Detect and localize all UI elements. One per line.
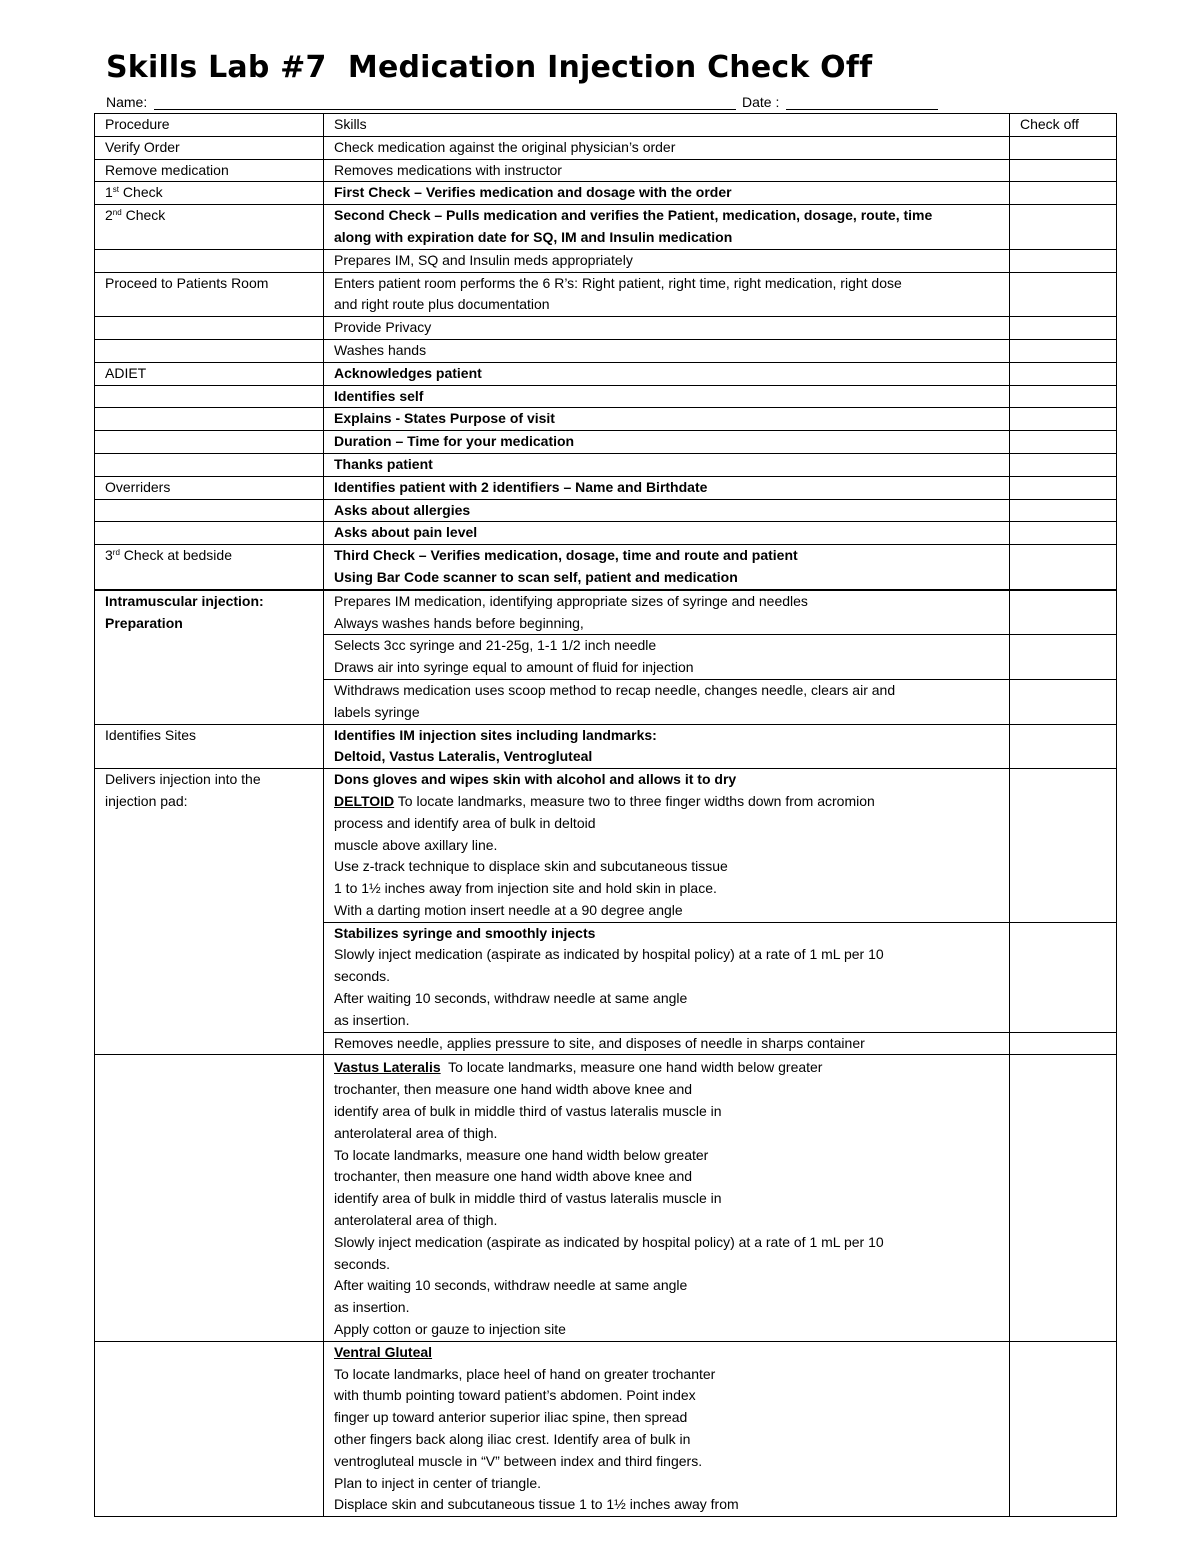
check-off-cell[interactable] [1010, 679, 1117, 724]
table-row [95, 545, 1117, 590]
name-field[interactable] [154, 109, 736, 110]
table-row [95, 362, 1117, 385]
procedure-cell: ADIET [95, 362, 324, 385]
column-header-skills: Skills [324, 114, 1010, 137]
check-off-cell[interactable] [1010, 182, 1117, 205]
skill-cell: Third Check – Verifies medication, dosage, time and route and patient Using Bar Code scanner to scan self, patient and medication [324, 545, 1010, 590]
procedure-cell [95, 408, 324, 431]
procedure-cell: Remove medication [95, 159, 324, 182]
check-off-cell[interactable] [1010, 385, 1117, 408]
check-off-cell[interactable] [1010, 590, 1117, 635]
vastus-lateralis-label: Vastus Lateralis [334, 1059, 441, 1076]
skill-cell: Prepares IM, SQ and Insulin meds appropriately [324, 249, 1010, 272]
table-row [95, 136, 1117, 159]
skill-cell: Identifies IM injection sites including landmarks: Deltoid, Vastus Lateralis, Ventrogluteal [324, 724, 1010, 769]
skill-cell: Duration – Time for your medication [324, 431, 1010, 454]
procedure-cell [95, 453, 324, 476]
table-row [95, 453, 1117, 476]
skill-cell: Enters patient room performs the 6 R’s: Right patient, right time, right medication, right dose and right route plus documentation [324, 272, 1010, 317]
table-row [95, 1341, 1117, 1516]
table-row [95, 724, 1117, 769]
table-row [95, 408, 1117, 431]
check-off-cell[interactable] [1010, 339, 1117, 362]
skill-cell: Vastus Lateralis To locate landmarks, measure one hand width below greater trochanter, then measure one hand width above knee and identify area of bulk in middle third of vastus lateralis muscle in anterolateral area of thigh. To locate landmarks, measure one hand width below greater trochanter, then measure one hand width above knee and identify area of bulk in middle third of vastus lateralis muscle in anterolateral area of thigh. Slowly inject medication (aspirate as indicated by hospital policy) at a rate of 1 mL per 10 seconds. After waiting 10 seconds, withdraw needle at same angle as insertion. Apply cotton or gauze to injection site [324, 1055, 1010, 1341]
check-off-cell[interactable] [1010, 272, 1117, 317]
date-label: Date : [742, 94, 780, 110]
procedure-cell: Proceed to Patients Room [95, 272, 324, 317]
skill-cell: Identifies self [324, 385, 1010, 408]
skill-cell: Provide Privacy [324, 317, 1010, 340]
table-row [95, 272, 1117, 317]
check-off-cell[interactable] [1010, 499, 1117, 522]
procedure-cell [95, 317, 324, 340]
procedure-cell: Identifies Sites [95, 724, 324, 769]
check-off-cell[interactable] [1010, 522, 1117, 545]
deltoid-label: DELTOID [334, 792, 395, 809]
procedure-cell: Overriders [95, 476, 324, 499]
table-row [95, 182, 1117, 205]
skill-cell: Withdraws medication uses scoop method to recap needle, changes needle, clears air and labels syringe [324, 679, 1010, 724]
check-off-cell[interactable] [1010, 476, 1117, 499]
procedure-cell [95, 431, 324, 454]
skill-cell: Acknowledges patient [324, 362, 1010, 385]
column-header-check-off: Check off [1010, 114, 1117, 137]
procedure-cell [95, 1341, 324, 1516]
skill-cell: Stabilizes syringe and smoothly injects Slowly inject medication (aspirate as indicated by hospital policy) at a rate of 1 mL per 10 seconds. After waiting 10 seconds, withdraw needle at same angle as insertion. [324, 922, 1010, 1032]
date-field[interactable] [786, 109, 938, 110]
check-off-cell[interactable] [1010, 545, 1117, 590]
table-row [95, 1055, 1117, 1341]
procedure-cell: Intramuscular injection: Preparation [95, 590, 324, 724]
check-off-cell[interactable] [1010, 1055, 1117, 1341]
name-date-line [106, 92, 940, 112]
skill-cell: Washes hands [324, 339, 1010, 362]
name-label: Name: [106, 94, 148, 110]
check-off-cell[interactable] [1010, 1341, 1117, 1516]
check-off-cell[interactable] [1010, 362, 1117, 385]
table-row [95, 769, 1117, 923]
table-row [95, 590, 1117, 635]
skill-cell: First Check – Verifies medication and dosage with the order [324, 182, 1010, 205]
skill-cell: Explains - States Purpose of visit [324, 408, 1010, 431]
table-row [95, 385, 1117, 408]
check-off-cell[interactable] [1010, 724, 1117, 769]
check-off-cell[interactable] [1010, 922, 1117, 1032]
skill-cell: Asks about allergies [324, 499, 1010, 522]
check-off-cell[interactable] [1010, 317, 1117, 340]
skill-cell: Check medication against the original physician’s order [324, 136, 1010, 159]
procedure-cell [95, 385, 324, 408]
check-off-cell[interactable] [1010, 1032, 1117, 1055]
skill-cell: Second Check – Pulls medication and verifies the Patient, medication, dosage, route, time along with expiration date for SQ, IM and Insulin medication [324, 205, 1010, 250]
table-row [95, 205, 1117, 250]
skill-cell: Prepares IM medication, identifying appropriate sizes of syringe and needles Always washes hands before beginning, [324, 590, 1010, 635]
table-header-row [95, 114, 1117, 137]
procedure-cell: 2nd Check [95, 205, 324, 250]
skill-cell: Removes needle, applies pressure to site, and disposes of needle in sharps container [324, 1032, 1010, 1055]
page-title: Skills Lab #7 Medication Injection Check Off [106, 50, 873, 85]
procedure-cell [95, 249, 324, 272]
check-off-cell[interactable] [1010, 408, 1117, 431]
procedure-cell [95, 499, 324, 522]
check-off-cell[interactable] [1010, 136, 1117, 159]
check-off-cell[interactable] [1010, 249, 1117, 272]
skill-cell: Ventral Gluteal To locate landmarks, place heel of hand on greater trochanter with thumb pointing toward patient’s abdomen. Point index finger up toward anterior superior iliac spine, then spread other fingers back along iliac crest. Identify area of bulk in ventrogluteal muscle in “V” between index and third fingers. Plan to inject in center of triangle. Displace skin and subcutaneous tissue 1 to 1½ inches away from [324, 1341, 1010, 1516]
check-off-cell[interactable] [1010, 635, 1117, 680]
check-off-cell[interactable] [1010, 453, 1117, 476]
procedure-cell [95, 339, 324, 362]
table-row [95, 522, 1117, 545]
table-row [95, 499, 1117, 522]
procedure-cell [95, 522, 324, 545]
skill-cell: Identifies patient with 2 identifiers – Name and Birthdate [324, 476, 1010, 499]
checkoff-table [94, 113, 1117, 1517]
table-row [95, 476, 1117, 499]
skill-cell: Dons gloves and wipes skin with alcohol and allows it to dry DELTOID To locate landmarks, measure two to three finger widths down from acromion process and identify area of bulk in deltoid muscle above axillary line. Use z-track technique to displace skin and subcutaneous tissue 1 to 1½ inches away from injection site and hold skin in place. With a darting motion insert needle at a 90 degree angle [324, 769, 1010, 923]
table-row [95, 249, 1117, 272]
procedure-cell: Delivers injection into the injection pad: [95, 769, 324, 1055]
procedure-cell: 1st Check [95, 182, 324, 205]
skill-cell: Selects 3cc syringe and 21-25g, 1-1 1/2 inch needle Draws air into syringe equal to amount of fluid for injection [324, 635, 1010, 680]
check-off-cell[interactable] [1010, 769, 1117, 923]
check-off-cell[interactable] [1010, 205, 1117, 250]
skill-cell: Thanks patient [324, 453, 1010, 476]
procedure-cell: 3rd Check at bedside [95, 545, 324, 590]
table-row [95, 431, 1117, 454]
skill-cell: Asks about pain level [324, 522, 1010, 545]
procedure-cell [95, 1055, 324, 1341]
procedure-cell: Verify Order [95, 136, 324, 159]
check-off-cell[interactable] [1010, 159, 1117, 182]
check-off-cell[interactable] [1010, 431, 1117, 454]
table-row [95, 317, 1117, 340]
skill-cell: Removes medications with instructor [324, 159, 1010, 182]
column-header-procedure: Procedure [95, 114, 324, 137]
table-row [95, 339, 1117, 362]
ventral-gluteal-label: Ventral Gluteal [334, 1343, 433, 1360]
table-row [95, 159, 1117, 182]
